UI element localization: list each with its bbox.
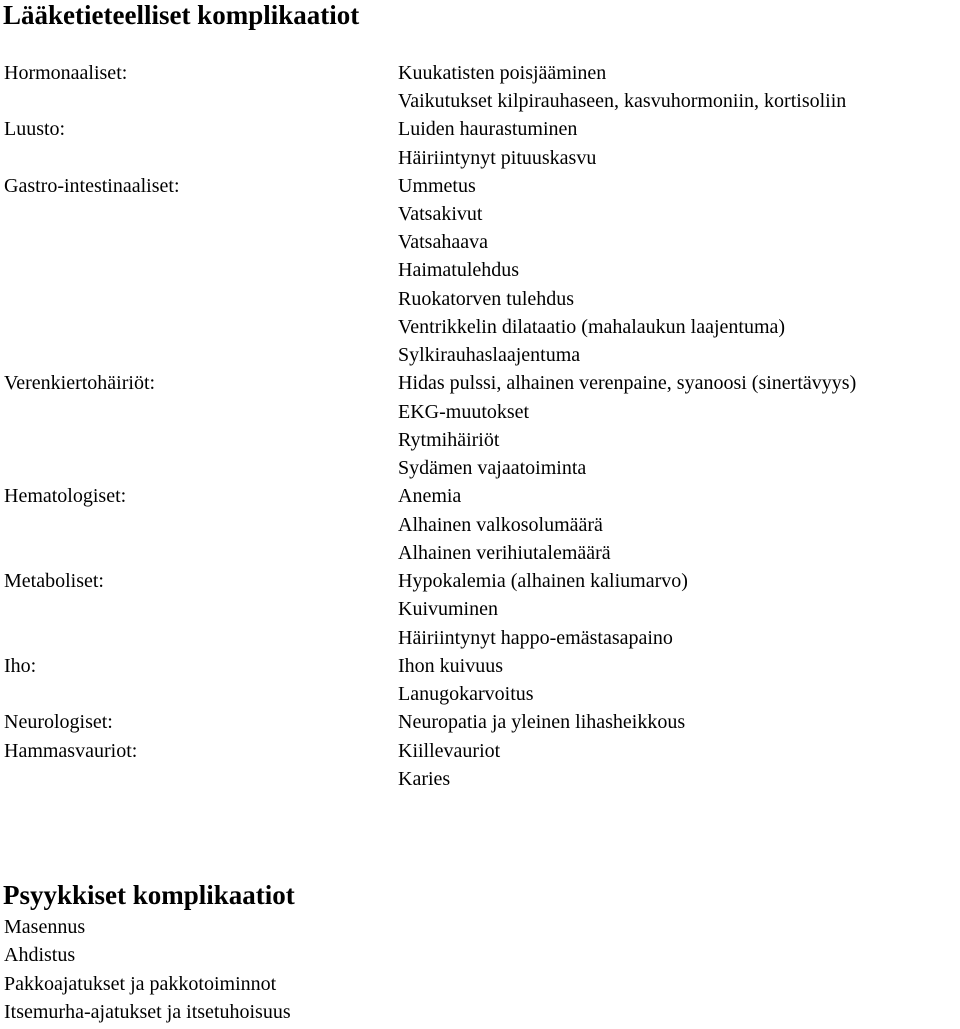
list-item: Sylkirauhaslaajentuma	[398, 344, 581, 366]
list-item: Masennus	[4, 916, 86, 938]
list-item: Itsemurha-ajatukset ja itsetuhoisuus	[4, 1001, 291, 1023]
list-item: Rytmihäiriöt	[398, 429, 500, 451]
category-hematological: Hematologiset:	[4, 485, 127, 507]
list-item: Sydämen vajaatoiminta	[398, 457, 587, 479]
category-hormonal: Hormonaaliset:	[4, 62, 128, 84]
category-skin: Iho:	[4, 655, 37, 677]
list-item: Ahdistus	[4, 944, 76, 966]
list-item: Neuropatia ja yleinen lihasheikkous	[398, 711, 686, 733]
list-item: Hidas pulssi, alhainen verenpaine, syanoosi (sinertävyys)	[398, 372, 857, 394]
list-item: Ihon kuivuus	[398, 655, 503, 677]
category-neurological: Neurologiset:	[4, 711, 113, 733]
list-item: Vatsahaava	[398, 231, 488, 253]
list-item: EKG-muutokset	[398, 401, 530, 423]
list-item: Lanugokarvoitus	[398, 683, 534, 705]
medical-complications-title: Lääketieteelliset komplikaatiot	[3, 0, 360, 30]
list-item: Hypokalemia (alhainen kaliumarvo)	[398, 570, 688, 592]
category-skeletal: Luusto:	[4, 118, 66, 140]
list-item: Vatsakivut	[398, 203, 483, 225]
list-item: Pakkoajatukset ja pakkotoiminnot	[4, 973, 277, 995]
list-item: Ruokatorven tulehdus	[398, 288, 575, 310]
category-dental: Hammasvauriot:	[4, 740, 138, 762]
psychiatric-complications-title: Psyykkiset komplikaatiot	[3, 880, 295, 910]
list-item: Kiillevauriot	[398, 740, 501, 762]
list-item: Vaikutukset kilpirauhaseen, kasvuhormoniin, kortisoliin	[398, 90, 847, 112]
list-item: Ventrikkelin dilataatio (mahalaukun laajentuma)	[398, 316, 786, 338]
list-item: Häiriintynyt happo-emästasapaino	[398, 627, 673, 649]
list-item: Kuukatisten poisjääminen	[398, 62, 607, 84]
list-item: Luiden haurastuminen	[398, 118, 578, 140]
list-item: Karies	[398, 768, 451, 790]
list-item: Haimatulehdus	[398, 259, 520, 281]
list-item: Anemia	[398, 485, 462, 507]
list-item: Alhainen verihiutalemäärä	[398, 542, 611, 564]
list-item: Häiriintynyt pituuskasvu	[398, 147, 597, 169]
list-item: Ummetus	[398, 175, 476, 197]
category-circulatory: Verenkiertohäiriöt:	[4, 372, 156, 394]
category-gastrointestinal: Gastro-intestinaaliset:	[4, 175, 180, 197]
category-metabolic: Metaboliset:	[4, 570, 104, 592]
list-item: Alhainen valkosolumäärä	[398, 514, 603, 536]
list-item: Kuivuminen	[398, 598, 498, 620]
